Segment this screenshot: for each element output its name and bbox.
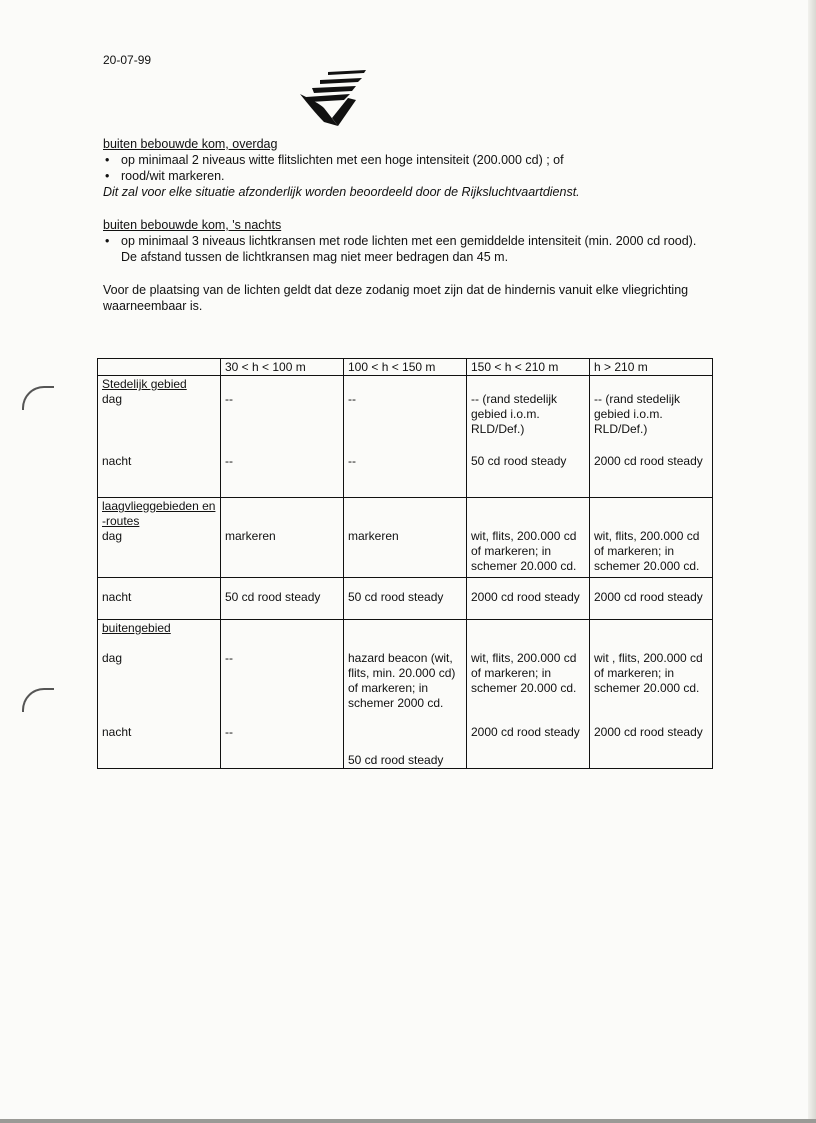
group-label: laagvlieggebieden en -routes	[102, 499, 216, 528]
table-cell: -- (rand stedelijk gebied i.o.m. RLD/Def.)	[590, 376, 713, 453]
table-cell: wit , flits, 200.000 cd of markeren; in schemer 20.000 cd.	[590, 620, 713, 724]
table-cell: hazard beacon (wit, flits, min. 20.000 cd) of markeren; in schemer 2000 cd.	[344, 620, 467, 724]
list-item: • op minimaal 3 niveaus lichtkransen met rode lichten met een gemiddelde intensiteit (min. 2000 cd rood). De afstand tussen de lichtkransen mag niet meer bedragen dan 45 m.	[121, 233, 703, 265]
table-cell: 2000 cd rood steady	[590, 453, 713, 498]
row-label: nacht	[98, 724, 221, 769]
row-label: nacht	[98, 453, 221, 498]
document-date: 20-07-99	[103, 53, 152, 67]
table-header-row	[98, 359, 713, 376]
table-row	[98, 578, 713, 620]
section-day-list	[103, 152, 723, 184]
table-cell: 50 cd rood steady	[344, 578, 467, 620]
table-cell: 2000 cd rood steady	[590, 724, 713, 769]
table-cell: 50 cd rood steady	[221, 578, 344, 620]
table-cell: markeren	[221, 498, 344, 578]
section-day	[103, 136, 723, 200]
table-header-cell	[98, 359, 221, 376]
section-night	[103, 217, 703, 265]
table-cell: wit, flits, 200.000 cd of markeren; in schemer 20.000 cd.	[590, 498, 713, 578]
row-label: nacht	[98, 578, 221, 620]
page-edge-shadow	[808, 0, 816, 1123]
table-header-cell: 100 < h < 150 m	[344, 359, 467, 376]
section-night-list	[103, 233, 703, 265]
visibility-paragraph: Voor de plaatsing van de lichten geldt dat deze zodanig moet zijn dat de hindernis vanuit elke vliegrichting waarneembaar is.	[103, 283, 689, 313]
section-day-heading: buiten bebouwde kom, overdag	[103, 137, 278, 151]
row-label: dag	[102, 651, 123, 665]
table-cell: 50 cd rood steady	[467, 453, 590, 498]
table-row	[98, 376, 713, 453]
row-label: dag	[102, 392, 123, 406]
table-cell: --	[344, 376, 467, 453]
table-cell: 50 cd rood steady	[344, 724, 467, 769]
group-label: buitengebied	[102, 621, 171, 635]
table-row	[98, 498, 713, 578]
table-header-cell: 30 < h < 100 m	[221, 359, 344, 376]
ministry-logo-icon	[298, 64, 370, 130]
row-label: dag	[102, 529, 123, 543]
table-cell: 2000 cd rood steady	[590, 578, 713, 620]
page-bottom-edge	[0, 1119, 816, 1123]
table-cell: --	[344, 453, 467, 498]
punch-hole	[22, 386, 54, 410]
group-label: Stedelijk gebied	[102, 377, 187, 391]
table-cell: markeren	[344, 498, 467, 578]
lighting-requirements-table	[97, 358, 713, 769]
table-row	[98, 453, 713, 498]
table-cell: --	[221, 453, 344, 498]
list-item: • rood/wit markeren.	[121, 168, 723, 184]
table-row	[98, 724, 713, 769]
table-cell: -- (rand stedelijk gebied i.o.m. RLD/Def.)	[467, 376, 590, 453]
table-cell: 2000 cd rood steady	[467, 724, 590, 769]
table-cell: wit, flits, 200.000 cd of markeren; in schemer 20.000 cd.	[467, 620, 590, 724]
table-header-cell: 150 < h < 210 m	[467, 359, 590, 376]
list-item: • op minimaal 2 niveaus witte flitslichten met een hoge intensiteit (200.000 cd) ; of	[121, 152, 723, 168]
table-cell: --	[221, 620, 344, 724]
table-cell: --	[221, 376, 344, 453]
table-cell: wit, flits, 200.000 cd of markeren; in schemer 20.000 cd.	[467, 498, 590, 578]
section-day-note: Dit zal voor elke situatie afzonderlijk worden beoordeeld door de Rijksluchtvaartdienst.	[103, 185, 580, 199]
section-night-heading: buiten bebouwde kom, 's nachts	[103, 218, 282, 232]
table-row	[98, 620, 713, 724]
table-header-cell: h > 210 m	[590, 359, 713, 376]
table-cell: --	[221, 724, 344, 769]
punch-hole	[22, 688, 54, 712]
table-cell: 2000 cd rood steady	[467, 578, 590, 620]
